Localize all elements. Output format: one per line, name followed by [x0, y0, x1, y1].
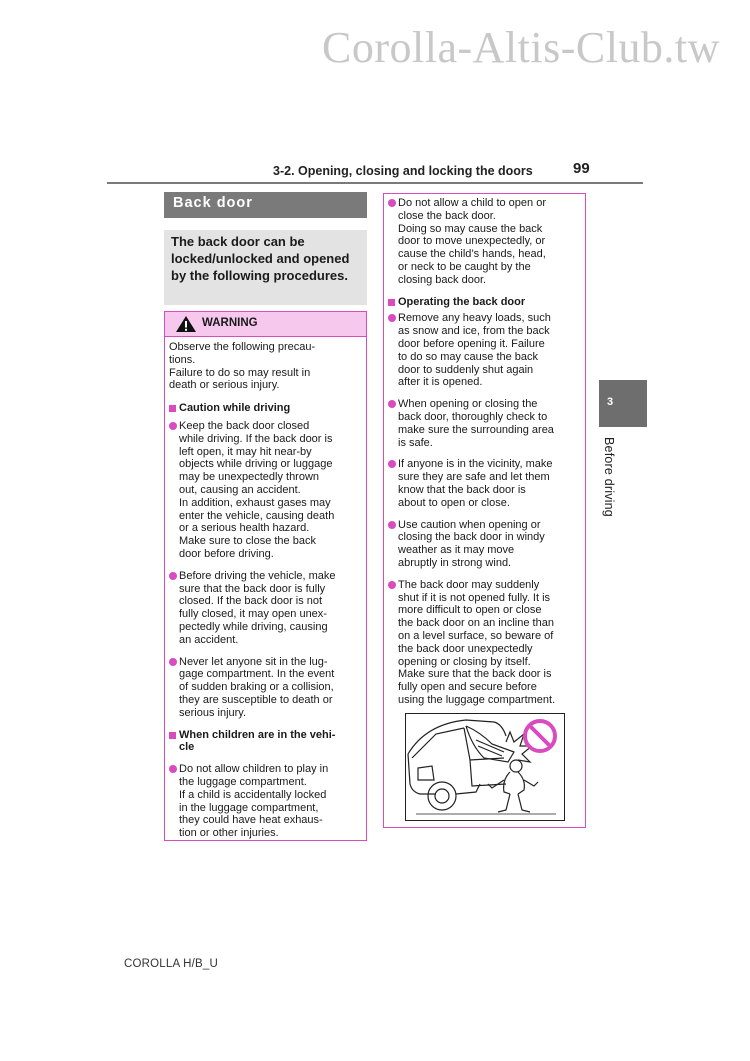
- subheading-caution-while-driving: Caution while driving: [169, 402, 360, 415]
- round-bullet-icon: [388, 400, 396, 408]
- list-item: Never let anyone sit in the lug- gage compartment. In the event of sudden braking or a collision, they are susceptible to death or serious injury.: [169, 656, 360, 720]
- subheading-children-in-vehicle: When children are in the vehi- cle: [169, 729, 360, 755]
- round-bullet-icon: [169, 422, 177, 430]
- list-item: Use caution when opening or closing the back door in windy weather as it may move abruptly in strong wind.: [388, 519, 579, 570]
- list-item: Before driving the vehicle, make sure that the back door is fully closed. If the back door is not fully closed, it may open unex- pectedly while driving, causing an accident.: [169, 570, 360, 647]
- warning-header: [165, 312, 366, 337]
- round-bullet-icon: [388, 581, 396, 589]
- round-bullet-icon: [388, 460, 396, 468]
- list-item: Remove any heavy loads, such as snow and ice, from the back door before opening it. Failure to do so may cause the back door to suddenly shut again after it is opened.: [388, 312, 579, 389]
- back-door-hazard-illustration: [405, 713, 565, 821]
- square-bullet-icon: [388, 299, 395, 306]
- page-number: 99: [573, 160, 590, 177]
- list-item: Keep the back door closed while driving. If the back door is left open, it may hit near-by objects while driving or luggage may be unexpectedly thrown out, causing an accident. In addition, exhaust gases may enter the vehicle, causing death or a serious health hazard. Make sure to close the back door before driving.: [169, 420, 360, 561]
- round-bullet-icon: [169, 572, 177, 580]
- prohibition-icon: [522, 718, 558, 754]
- section-intro: The back door can be locked/unlocked and opened by the following procedures.: [164, 230, 367, 305]
- round-bullet-icon: [388, 199, 396, 207]
- warning-box: [164, 311, 367, 841]
- watermark: Corolla-Altis-Club.tw: [322, 23, 720, 72]
- subheading-operating-back-door: Operating the back door: [388, 296, 579, 309]
- list-item: Do not allow children to play in the luggage compartment. If a child is accidentally locked in the luggage compartment, they could have heat exhaus- tion or other injuries.: [169, 763, 360, 840]
- warning-intro: Observe the following precau- tions. Failure to do so may result in death or serious injury.: [169, 341, 316, 392]
- footer-model-code: COROLLA H/B_U: [124, 958, 218, 970]
- round-bullet-icon: [388, 521, 396, 529]
- round-bullet-icon: [169, 658, 177, 666]
- square-bullet-icon: [169, 405, 176, 412]
- warning-content: [165, 337, 366, 840]
- square-bullet-icon: [169, 732, 176, 739]
- section-title: Back door: [164, 192, 367, 218]
- chapter-tab: [599, 380, 647, 427]
- chapter-tab-label: Before driving: [602, 437, 616, 517]
- warning-triangle-icon: [175, 315, 197, 333]
- header-section-title: 3-2. Opening, closing and locking the doors: [273, 164, 533, 178]
- list-item: Do not allow a child to open or close the back door. Doing so may cause the back door to move unexpectedly, or cause the child’s hands, head, or neck to be caught by the closing back door.: [388, 197, 579, 287]
- list-item: When opening or closing the back door, thoroughly check to make sure the surrounding area is safe.: [388, 398, 579, 449]
- list-item: The back door may suddenly shut if it is not opened fully. It is more difficult to open or close the back door on an incline than on a level surface, so beware of the back door unexpectedly opening or closing by itself. Make sure that the back door is fully open and secure before using the luggage compartment.: [388, 579, 579, 707]
- header-rule: [107, 182, 643, 184]
- chapter-tab-number: 3: [607, 396, 614, 408]
- list-item: If anyone is in the vicinity, make sure they are safe and let them know that the back door is about to open or close.: [388, 458, 579, 509]
- round-bullet-icon: [388, 314, 396, 322]
- round-bullet-icon: [169, 765, 177, 773]
- warning-title: WARNING: [202, 317, 258, 329]
- warning-continuation-box: [383, 193, 586, 828]
